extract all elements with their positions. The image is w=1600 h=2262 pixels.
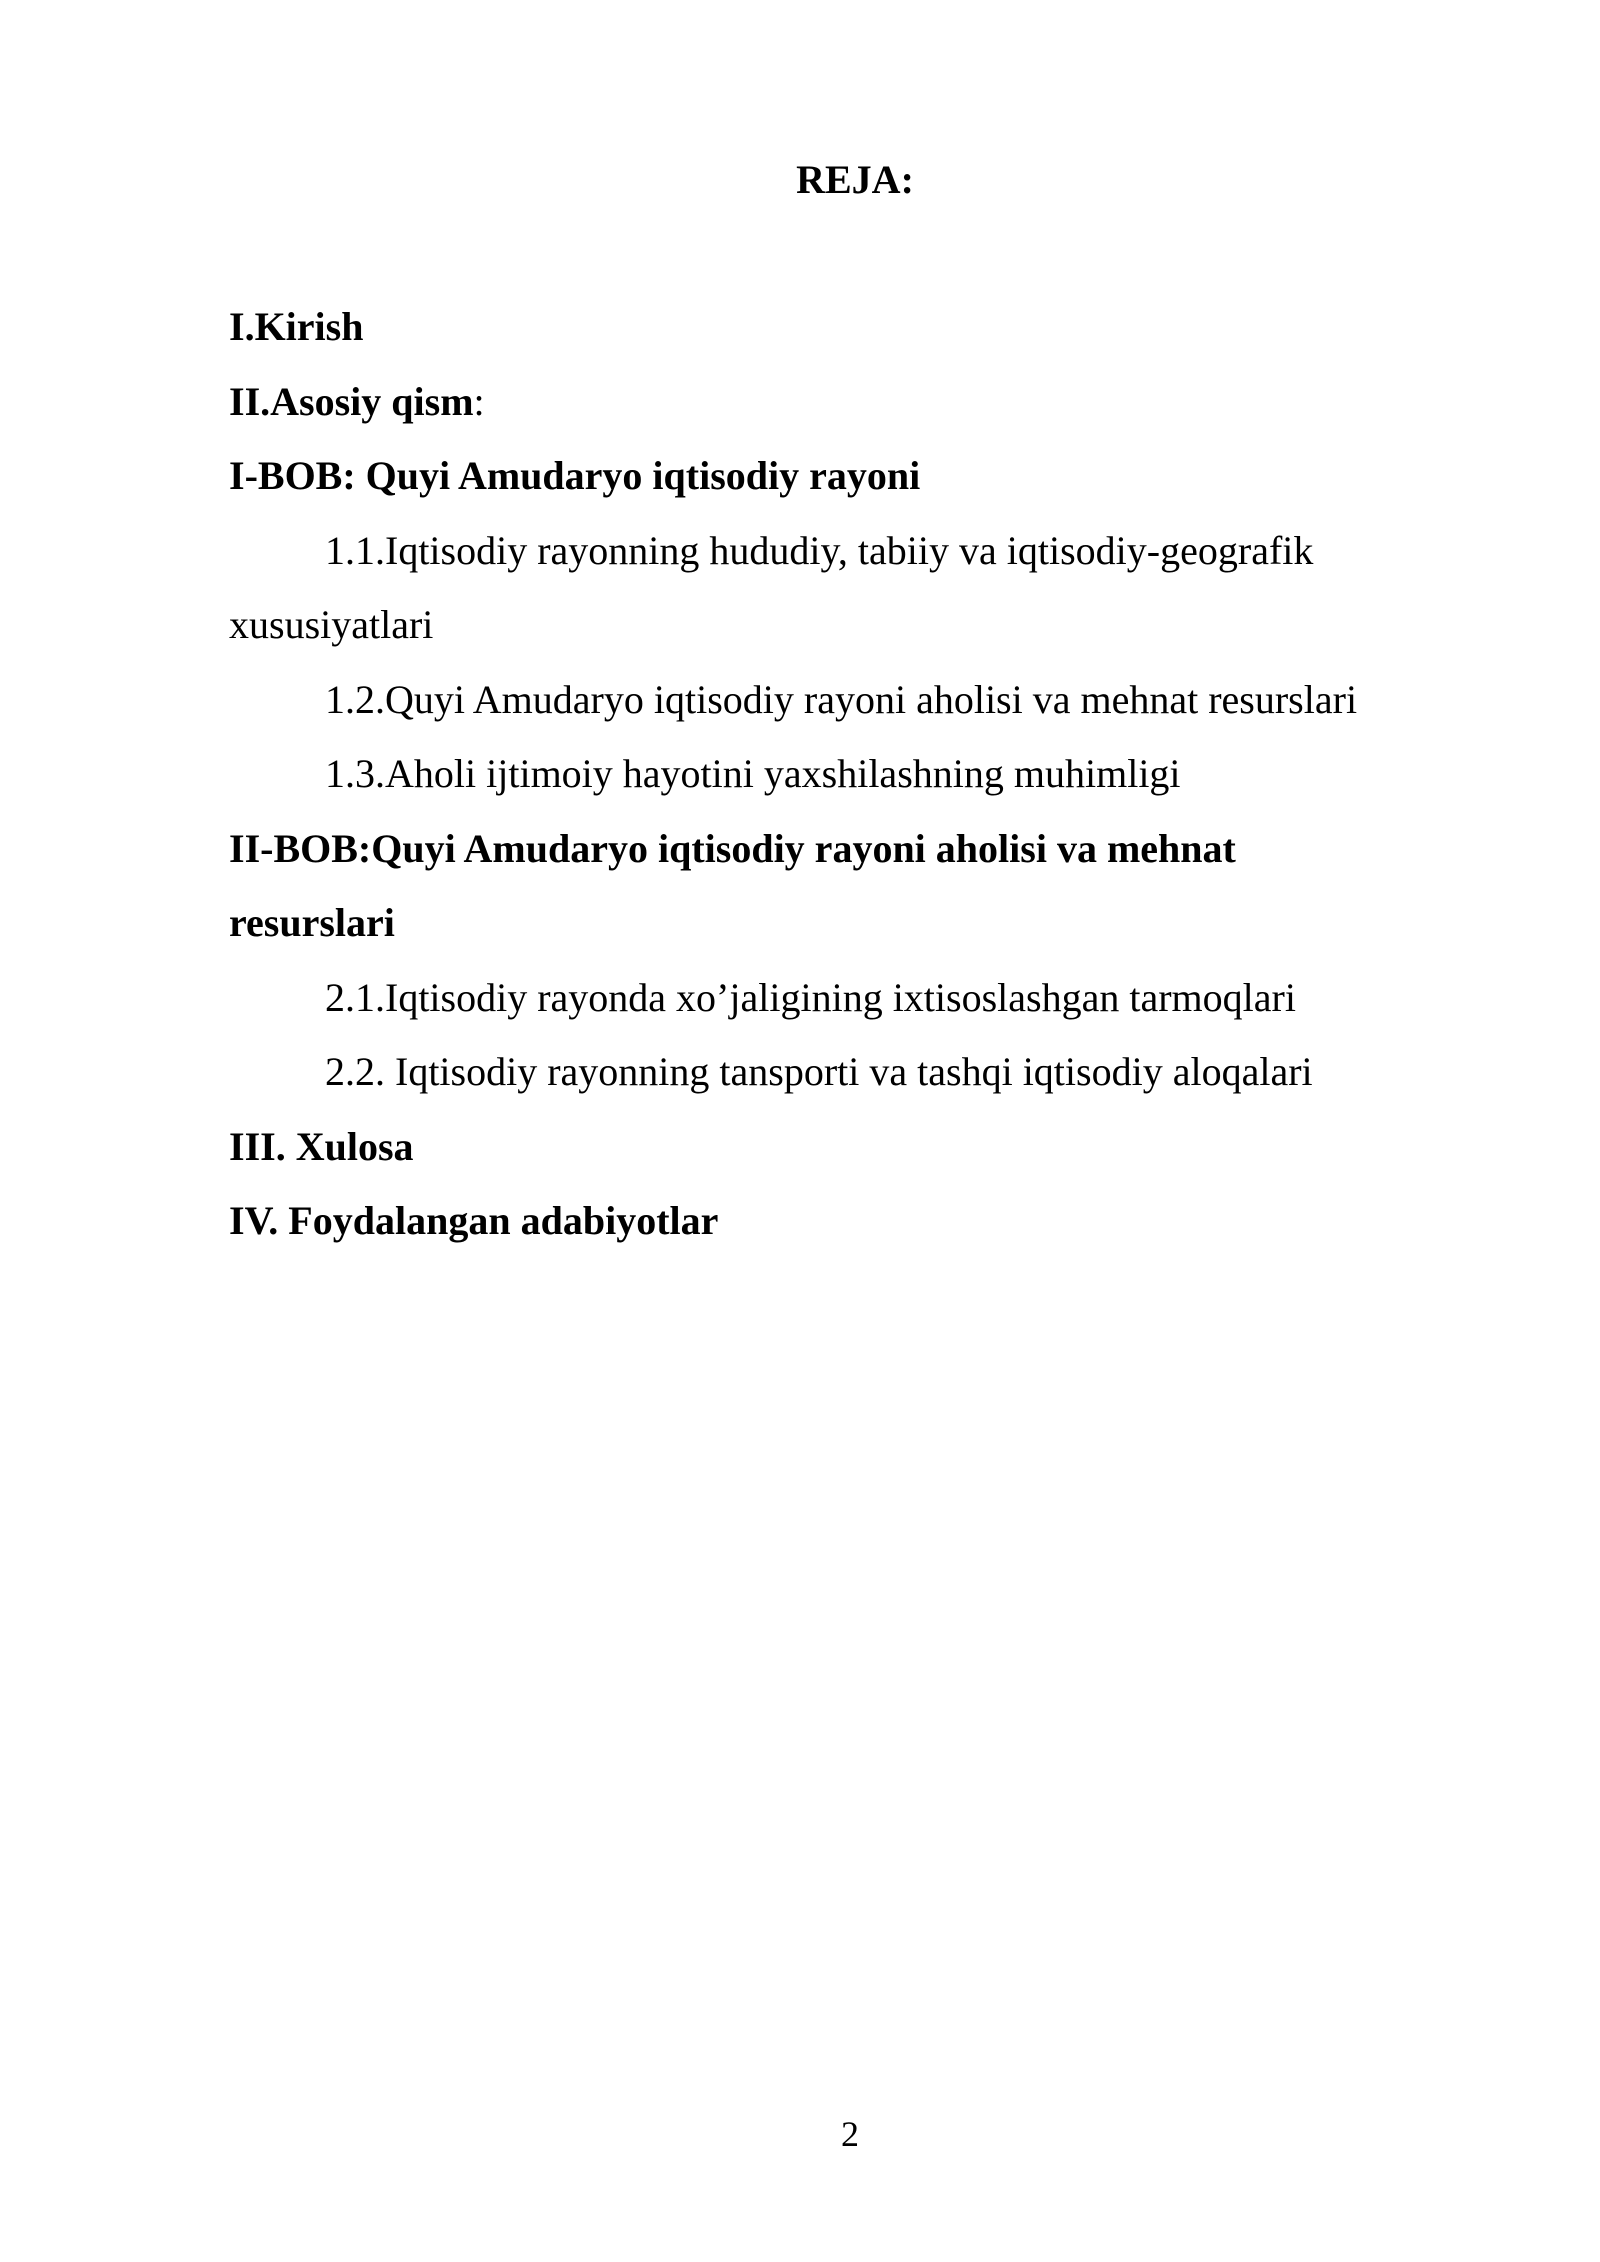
toc-chapter-2-continuation: resurslari — [229, 900, 395, 945]
toc-main-part-label: II.Asosiy qism — [229, 378, 474, 424]
toc-main-part-colon: : — [473, 378, 485, 424]
toc-item-main-part — [229, 365, 1449, 440]
toc-section-1-1-continuation: xususiyatlari — [229, 602, 434, 647]
table-of-contents — [229, 290, 1449, 1259]
toc-chapter-2: II-BOB:Quyi Amudaryo iqtisodiy rayoni aholisi va mehnat — [229, 825, 1236, 871]
toc-item-intro: I.Kirish — [229, 304, 364, 349]
page-title: REJA: — [796, 157, 914, 202]
toc-item-references: IV. Foydalangan adabiyotlar — [229, 1198, 719, 1243]
toc-item-conclusion: III. Xulosa — [229, 1123, 414, 1169]
toc-section-1-1: 1.1.Iqtisodiy rayonning hududiy, tabiiy va iqtisodiy-geografik — [325, 527, 1314, 573]
toc-section-2-1: 2.1.Iqtisodiy rayonda xo’jaligining ixtisoslashgan tarmoqlari — [325, 974, 1296, 1020]
toc-section-1-2: 1.2.Quyi Amudaryo iqtisodiy rayoni aholisi va mehnat resurslari — [325, 676, 1358, 722]
page-number: 2 — [841, 2114, 859, 2154]
toc-section-2-2: 2.2. Iqtisodiy rayonning tansporti va tashqi iqtisodiy aloqalari — [325, 1049, 1313, 1094]
toc-chapter-1: I-BOB: Quyi Amudaryo iqtisodiy rayoni — [229, 453, 921, 498]
toc-section-1-3: 1.3.Aholi ijtimoiy hayotini yaxshilashning muhimligi — [325, 751, 1181, 796]
